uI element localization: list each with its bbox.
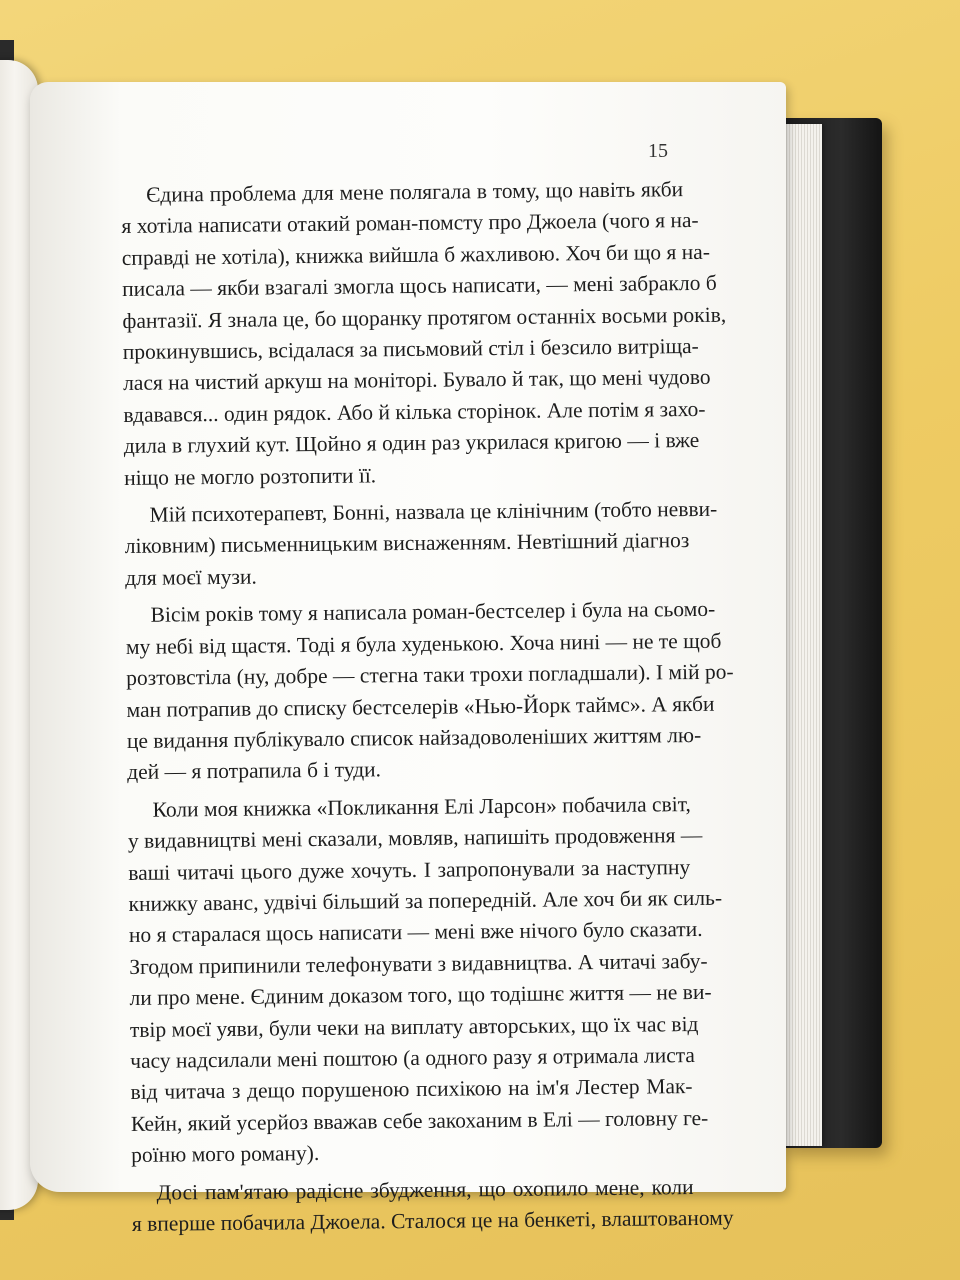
text-line: ліковним) письменницьким виснаженням. Невтішний діагноз xyxy=(124,528,690,559)
text-line: твір моєї уяви, були чеки на виплату авторських, що їх час від xyxy=(129,1011,699,1042)
text-line: Єдина проблема для мене полягала в тому, що навіть якби xyxy=(146,177,684,207)
paragraph xyxy=(131,1172,734,1241)
text-line: у видавництві мені сказали, мовляв, напишіть продовження — xyxy=(127,823,703,854)
text-line: книжку аванс, удвічі більший за попередній. Але хоч би як силь- xyxy=(128,885,723,916)
paragraph xyxy=(124,494,718,594)
text-line: Згодом припинили телефонувати з видавництва. А читачі забу- xyxy=(129,948,708,979)
text-line: для моєї музи. xyxy=(125,564,257,590)
text-line: від читача з дещо порушеною психікою на ім'я Лестер Мак- xyxy=(130,1074,693,1105)
text-line: Коли моя книжка «Покликання Елі Ларсон» побачила світ, xyxy=(152,791,691,822)
page-number: 15 xyxy=(648,140,668,162)
paragraph xyxy=(127,789,723,1172)
text-line: лася на чистий аркуш на моніторі. Бувало й так, що мені чудово xyxy=(123,365,711,396)
text-line: розтовстіла (ну, добре — стегна таки трохи погладшали). І мій ро- xyxy=(126,659,734,691)
text-line: му небі від щастя. Тоді я була худенькою. Хоча нині — не те щоб xyxy=(125,628,722,659)
text-line: Вісім років тому я написала роман-бестселер і була на сьомо- xyxy=(150,597,716,627)
text-line: ли про мене. Єдиним доказом того, що тодішнє життя — не ви- xyxy=(129,980,712,1011)
text-line: вдавався... один рядок. Або й кілька сторінок. Але потім я захо- xyxy=(123,396,706,427)
text-line: писала — якби взагалі змогла щось написати, — мені забракло б xyxy=(122,270,717,302)
text-line: я хотіла написати отакий роман-помсту про Джоела (чого я на- xyxy=(121,208,699,239)
text-line: справді не хотіла), книжка вийшла б жахливою. Хоч би що я на- xyxy=(121,239,711,270)
text-line: Досі пам'ятаю радісне збудження, що охопило мене, коли xyxy=(156,1174,694,1205)
text-line: роїню мого роману). xyxy=(131,1141,320,1168)
text-line: ваші читачі цього дуже хочуть. І запропонували за наступну xyxy=(128,854,691,885)
text-line: я вперше побачила Джоела. Сталося це на бенкеті, влаштованому xyxy=(131,1205,734,1236)
page-text xyxy=(121,174,734,1240)
text-line: дила в глухий кут. Щойно я один раз укрилася кригою — і вже xyxy=(123,428,700,459)
text-line: це видання публікувало список найзадоволеніших життям лю- xyxy=(126,722,702,753)
text-line: дей — я потрапила б і туди. xyxy=(127,757,382,785)
text-line: фантазії. Я знала це, бо щоранку протягом останніх восьми років, xyxy=(122,302,727,333)
text-line: Кейн, який усерйоз вважав себе закоханим в Елі — головну ге- xyxy=(130,1105,709,1136)
paragraph xyxy=(125,594,734,788)
text-line: но я старалася щось написати — мені вже нічого було сказати. xyxy=(128,917,703,948)
text-line: прокинувшись, всідалася за письмовий стіл і безсило витріща- xyxy=(122,333,699,365)
text-line: часу надсилали мені поштою (а одного разу я отримала листа xyxy=(130,1043,696,1073)
text-line: ніщо не могло розтопити її. xyxy=(123,463,377,490)
text-line: Мій психотерапевт, Бонні, назвала це клінічним (тобто невви- xyxy=(149,496,718,527)
text-line: ман потрапив до списку бестселерів «Нью-Йорк таймс». А якби xyxy=(126,691,715,722)
paragraph xyxy=(121,174,727,494)
